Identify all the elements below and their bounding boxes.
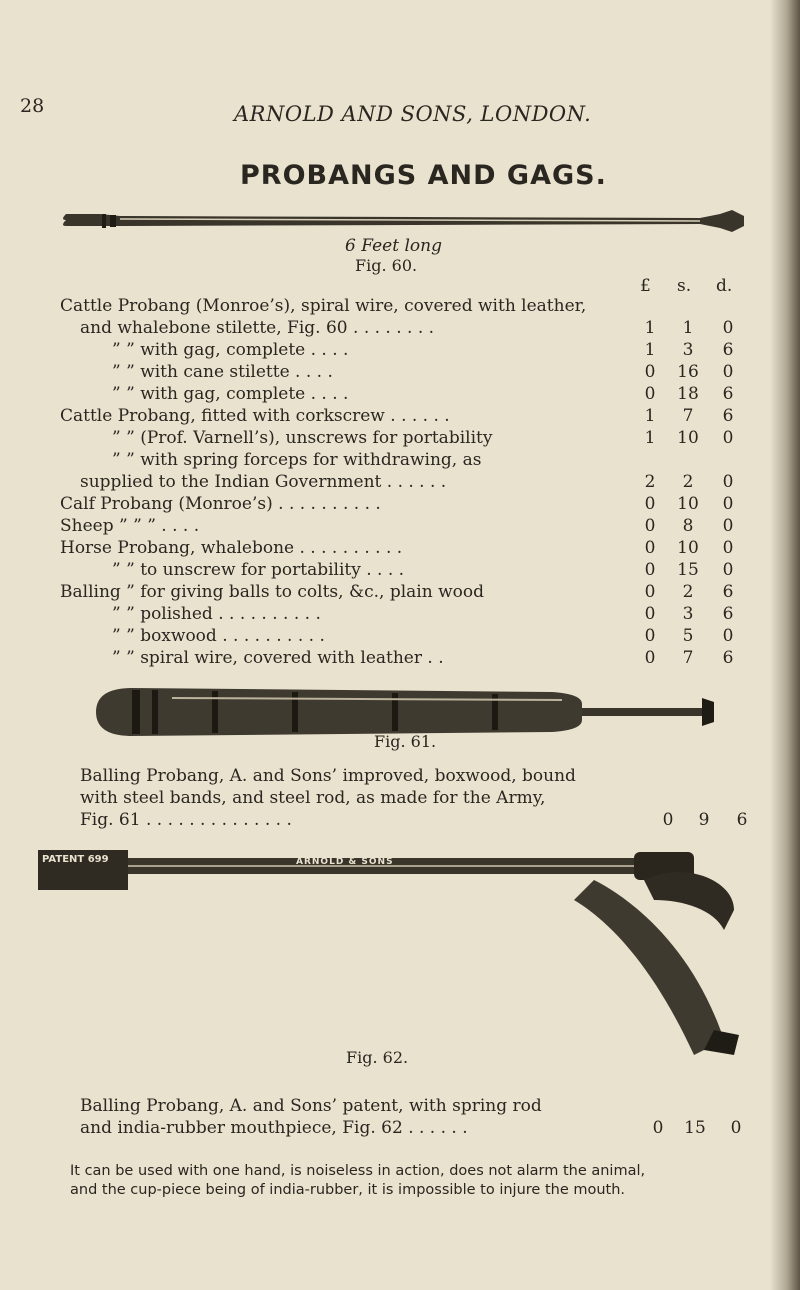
usage-note: It can be used with one hand, is noiseless in action, does not alarm the animal, and the cup-piece being of india-rubber, it is impossible to injure the mouth.	[70, 1163, 646, 1198]
item-description: Balling ” for giving balls to colts, &c., plain wood	[60, 582, 484, 602]
fig62-description-line1: Balling Probang, A. and Sons’ patent, with spring rod	[80, 1096, 542, 1116]
price-pence: 6	[722, 604, 734, 624]
price-pence: 0	[722, 538, 734, 558]
page-title: PROBANGS AND GAGS.	[240, 160, 607, 191]
price-pounds: 1	[644, 340, 656, 360]
price-pounds: 0	[644, 362, 656, 382]
fig61-caption: Fig. 61.	[374, 732, 437, 751]
fig61-description-line2: with steel bands, and steel rod, as made for the Army,	[80, 788, 546, 808]
fig62-price-shillings: 15	[684, 1118, 706, 1138]
fig62-patent-probang-illustration	[34, 840, 754, 1070]
price-row	[112, 560, 750, 582]
price-shillings: 7	[682, 406, 694, 426]
price-row	[60, 296, 750, 318]
price-row	[112, 450, 750, 472]
fig62-maker-label: ARNOLD & SONS	[296, 857, 394, 867]
price-pounds: 2	[644, 472, 656, 492]
price-pence: 6	[722, 648, 734, 668]
price-row	[60, 406, 750, 428]
price-row	[112, 384, 750, 406]
item-description: Cattle Probang (Monroe’s), spiral wire, covered with leather,	[60, 296, 587, 316]
price-pence: 0	[722, 560, 734, 580]
price-pence: 6	[722, 406, 734, 426]
item-description: ” ” spiral wire, covered with leather . .	[112, 648, 444, 668]
fig60-probang-illustration	[60, 206, 750, 236]
price-row	[60, 494, 750, 516]
price-row	[112, 626, 750, 648]
fig62-patent-label: PATENT 699	[42, 854, 109, 865]
price-pence: 6	[722, 340, 734, 360]
item-description: ” ” to unscrew for portability . . . .	[112, 560, 405, 580]
item-description: ” ” polished . . . . . . . . . .	[112, 604, 321, 624]
fig62-caption: Fig. 62.	[346, 1048, 409, 1067]
price-pounds: 1	[644, 406, 656, 426]
price-pence: 0	[722, 494, 734, 514]
fig62-price-pounds: 0	[652, 1118, 664, 1138]
price-pounds: 0	[644, 560, 656, 580]
fig62-description-line2: and india-rubber mouthpiece, Fig. 62 . . . . . .	[80, 1118, 468, 1138]
price-shillings: 10	[677, 494, 699, 514]
price-row	[112, 428, 750, 450]
price-shillings: 10	[677, 538, 699, 558]
price-shillings: 3	[682, 340, 694, 360]
fig60-caption: Fig. 60.	[355, 256, 418, 275]
header-shillings: s.	[677, 276, 692, 296]
item-description: Sheep ” ” ” . . . .	[60, 516, 200, 536]
item-description: ” ” boxwood . . . . . . . . . .	[112, 626, 325, 646]
item-description: Horse Probang, whalebone . . . . . . . . . .	[60, 538, 403, 558]
price-shillings: 8	[682, 516, 694, 536]
price-shillings: 1	[682, 318, 694, 338]
fig62-price-pence: 0	[730, 1118, 742, 1138]
running-header: ARNOLD AND SONS, LONDON.	[234, 102, 592, 126]
price-row	[112, 340, 750, 362]
price-pounds: 0	[644, 384, 656, 404]
price-pence: 0	[722, 472, 734, 492]
price-pounds: 1	[644, 428, 656, 448]
item-description: ” ” with gag, complete . . . .	[112, 384, 349, 404]
price-row	[80, 472, 750, 494]
item-description: supplied to the Indian Government . . . . . .	[80, 472, 447, 492]
price-shillings: 2	[682, 472, 694, 492]
price-row	[112, 604, 750, 626]
price-shillings: 16	[677, 362, 699, 382]
price-pounds: 0	[644, 626, 656, 646]
price-shillings: 10	[677, 428, 699, 448]
fig61-description-line3: Fig. 61 . . . . . . . . . . . . . .	[80, 810, 292, 830]
fig61-description-line1: Balling Probang, A. and Sons’ improved, boxwood, bound	[80, 766, 576, 786]
header-pounds: £	[640, 276, 651, 296]
price-pence: 0	[722, 428, 734, 448]
item-description: Calf Probang (Monroe’s) . . . . . . . . . .	[60, 494, 381, 514]
price-shillings: 5	[682, 626, 694, 646]
price-pence: 6	[722, 582, 734, 602]
price-shillings: 2	[682, 582, 694, 602]
price-pounds: 0	[644, 648, 656, 668]
price-pence: 0	[722, 318, 734, 338]
price-pence: 6	[722, 384, 734, 404]
item-description: and whalebone stilette, Fig. 60 . . . . . . . .	[80, 318, 435, 338]
price-shillings: 7	[682, 648, 694, 668]
fig60-length-label: 6 Feet long	[345, 236, 442, 256]
item-description: Cattle Probang, fitted with corkscrew . . . . . .	[60, 406, 450, 426]
price-row	[60, 516, 750, 538]
price-pounds: 1	[644, 318, 656, 338]
price-row	[112, 648, 750, 670]
price-row	[112, 362, 750, 384]
item-description: ” ” with spring forceps for withdrawing, as	[112, 450, 482, 470]
page-edge-shadow	[770, 0, 800, 1290]
price-shillings: 3	[682, 604, 694, 624]
price-pence: 0	[722, 362, 734, 382]
price-pounds: 0	[644, 516, 656, 536]
price-pence: 0	[722, 516, 734, 536]
price-pounds: 0	[644, 604, 656, 624]
item-description: ” ” (Prof. Varnell’s), unscrews for portability	[112, 428, 493, 448]
price-pounds: 0	[644, 538, 656, 558]
price-shillings: 15	[677, 560, 699, 580]
price-shillings: 18	[677, 384, 699, 404]
fig61-price-shillings: 9	[698, 810, 710, 830]
price-row	[60, 582, 750, 604]
price-pence: 0	[722, 626, 734, 646]
price-row	[80, 318, 750, 340]
page-number: 28	[20, 95, 45, 117]
price-pounds: 0	[644, 494, 656, 514]
fig61-price-pence: 6	[736, 810, 748, 830]
header-pence: d.	[716, 276, 733, 296]
fig61-price-pounds: 0	[662, 810, 674, 830]
price-row	[60, 538, 750, 560]
item-description: ” ” with cane stilette . . . .	[112, 362, 333, 382]
item-description: ” ” with gag, complete . . . .	[112, 340, 349, 360]
price-pounds: 0	[644, 582, 656, 602]
